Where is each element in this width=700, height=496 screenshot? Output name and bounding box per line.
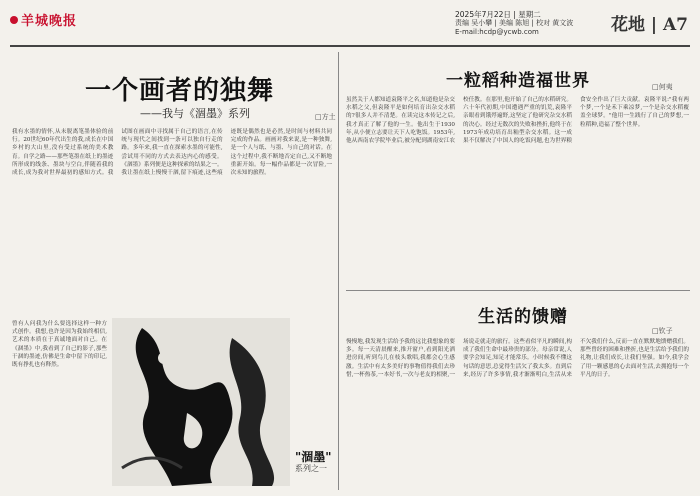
right-top-article-title: 一粒稻种造福世界 (446, 71, 590, 91)
left-article-title: 一个画者的独舞 (85, 76, 275, 106)
artwork-caption-title: "涸墨" (295, 450, 332, 464)
ink-painting-image (112, 318, 290, 486)
left-article-subtitle: ——我与《涸墨》系列 (140, 107, 250, 120)
masthead-logo (10, 10, 77, 29)
editors-line: 责编 吴小攀 | 美编 陈旭 | 校对 黄文波 (455, 19, 574, 27)
header-divider (10, 45, 690, 47)
right-top-article-body: 虽然关于人都知道袁隆平之名,知道他是杂交水稻之父,但袁隆平是如何培育出杂交水稻的?很多人并不清楚。在读完这本传记之后,我才真正了解了他的一生。他出生于1930年,从小便立志要让天下人吃饱饭。1953年,他从西南农学院毕业后,被分配到湖南安江农校任教。在那里,他开始了自己的水稻研究。六十年代初期,中国遭遇严重的饥荒,袁隆平亲眼看到饿殍遍野,这坚定了他研究杂交水稻的决心。经过无数次的失败和挫折,他终于在1973年成功培育出籼型杂交水稻。这一成果不仅解决了中国人的吃饭问题,也为世界粮食安全作出了巨大贡献。袁隆平说:"我有两个梦,一个是禾下乘凉梦,一个是杂交水稻覆盖全球梦。"他用一生践行了自己的梦想,一粒稻种,造福了整个世界。 (346, 97, 689, 145)
header-info (455, 10, 605, 37)
right-bottom-article-body: 慢慢地,我发现生活给予我的远比我想象的要多。每一天清晨醒来,推开窗户,看到阳光洒进房间,听到鸟儿在枝头歌唱,我都会心生感激。生活中有太多美好的事物值得我们去珍惜,一杯热茶,一本好书,一次与老友的相聚,一场说走就走的旅行。这些看似平凡的瞬间,构成了我们生命中最珍贵的部分。母亲常说,人要学会知足,知足才能常乐。小时候我不懂这句话的意思,总觉得生活欠了我太多。直到后来,经历了许多事情,我才渐渐明白,生活从来不欠我们什么,反而一直在默默地馈赠我们。那些曾经的困难和挫折,也是生活给予我们的礼物,让我们成长,让我们坚强。如今,我学会了用一颗感恩的心去面对生活,去拥抱每一个平凡的日子。 (346, 339, 689, 378)
article-divider (346, 290, 690, 291)
section-label: 花地 | A7 (610, 15, 688, 35)
issue-date: 2025年7月22日 | 星期二 (455, 10, 541, 19)
right-top-article-author: □何夷 (652, 83, 673, 91)
artwork-caption (295, 452, 332, 474)
left-article-author: □方土 (315, 113, 336, 121)
logo-dot-icon (10, 16, 18, 24)
right-bottom-article-author: □钦子 (652, 327, 673, 335)
email-line: E-mail:hcdp@ycwb.com (455, 28, 539, 36)
right-bottom-article-title: 生活的馈赠 (478, 307, 568, 327)
left-article-body: 我有水墨的情怀,从未脱离笔墨体验的前行。20世纪60年代出生的我,成长在中国乡村的大山里,没有受过系统的美术教育。自学之路——那些笔墨在纸上的墨迹所形成的线条、墨块与空白,伴随着我的成长,成为我对世界最初的感知方式。我试图在画面中寻找属于自己的语言,在传统与现代之间找到一条可以独自行走的路。多年来,我一直在探索水墨的可能性,尝试用不同的方式去表达内心的感受。《涸墨》系列便是这种探索的结果之一。我让墨在纸上慢慢干涸,留下痕迹,这些痕迹既是偶然也是必然,是时间与材料共同完成的作品。画画对我来说,是一种独舞,是一个人与纸、与墨、与自己的对话。在这个过程中,我不断地否定自己,又不断地重新开始。每一幅作品都是一次冒险,一次未知的旅程。 (12, 129, 332, 177)
column-divider (338, 52, 339, 490)
ink-painting-graphic (112, 318, 290, 486)
masthead-text: 羊城晚报 (21, 14, 78, 29)
left-article-body-continued: 曾有人问我为什么要选择这样一种方式创作。我想,也许是因为我始终相信,艺术的本质在于真诚地面对自己。在《涸墨》中,我看到了自己的影子,那些干涸的墨迹,仿佛是生命中留下的印记,既有挣扎也有释然。 (12, 321, 107, 369)
artwork-caption-sub: 系列之一 (295, 464, 327, 473)
